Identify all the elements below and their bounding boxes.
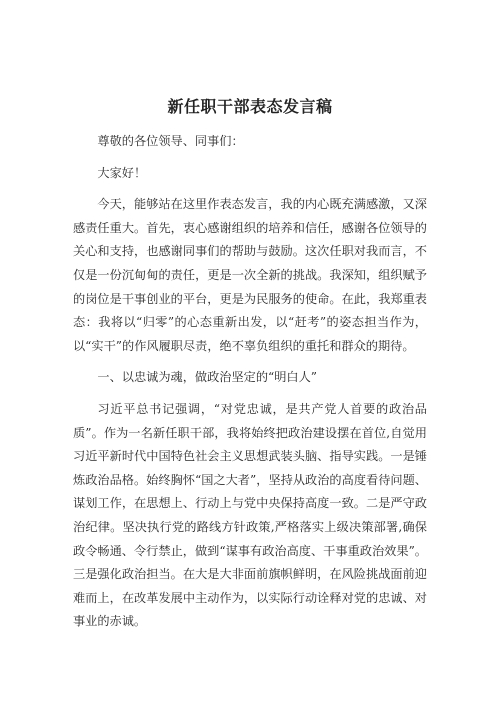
- section-paragraph: 习近平总书记强调，“对党忠诚，是共产党人首要的政治品质”。作为一名新任职干部，我将始终把政治建设摆在首位,自觉用习近平新时代中国特色社会主义思想武装头脑、指导实践。一是锤炼政治品格。始终胸怀“国之大者”，坚持从政治的高度看待问题、谋划工作，在思想上、行动上与党中央保持高度一致。二是严守政治纪律。坚决执行党的路线方针政策,严格落实上级决策部署,确保政令畅通、令行禁止，做到“谋事有政治高度、干事重政治效果”。三是强化政治担当。在大是大非面前旗帜鲜明，在风险挑战面前迎难而上，在改革发展中主动作为，以实际行动诠释对党的忠诚、对事业的赤诚。: [73, 401, 427, 629]
- document-title: 新任职干部表态发言稿: [167, 97, 333, 116]
- opening-paragraph: 今天，能够站在这里作表态发言，我的内心既充满感激，又深感责任重大。首先，衷心感谢组织的培养和信任，感谢各位领导的关心和支持，也感谢同事们的帮助与鼓励。这次任职对我而言，不仅是一份沉甸甸的责任，更是一次全新的挑战。我深知，组织赋予的岗位是干事创业的平台，更是为民服务的使命。在此，我郑重表态：我将以“归零”的心态重新出发，以“赶考”的姿态担当作为，以“实干”的作风履职尽责，绝不辜负组织的重托和群众的期待。: [73, 197, 427, 353]
- section-heading: 一、以忠诚为魂，做政治坚定的“明白人”: [97, 370, 318, 385]
- greeting: 大家好！: [97, 165, 147, 180]
- salutation: 尊敬的各位领导、同事们：: [97, 134, 244, 148]
